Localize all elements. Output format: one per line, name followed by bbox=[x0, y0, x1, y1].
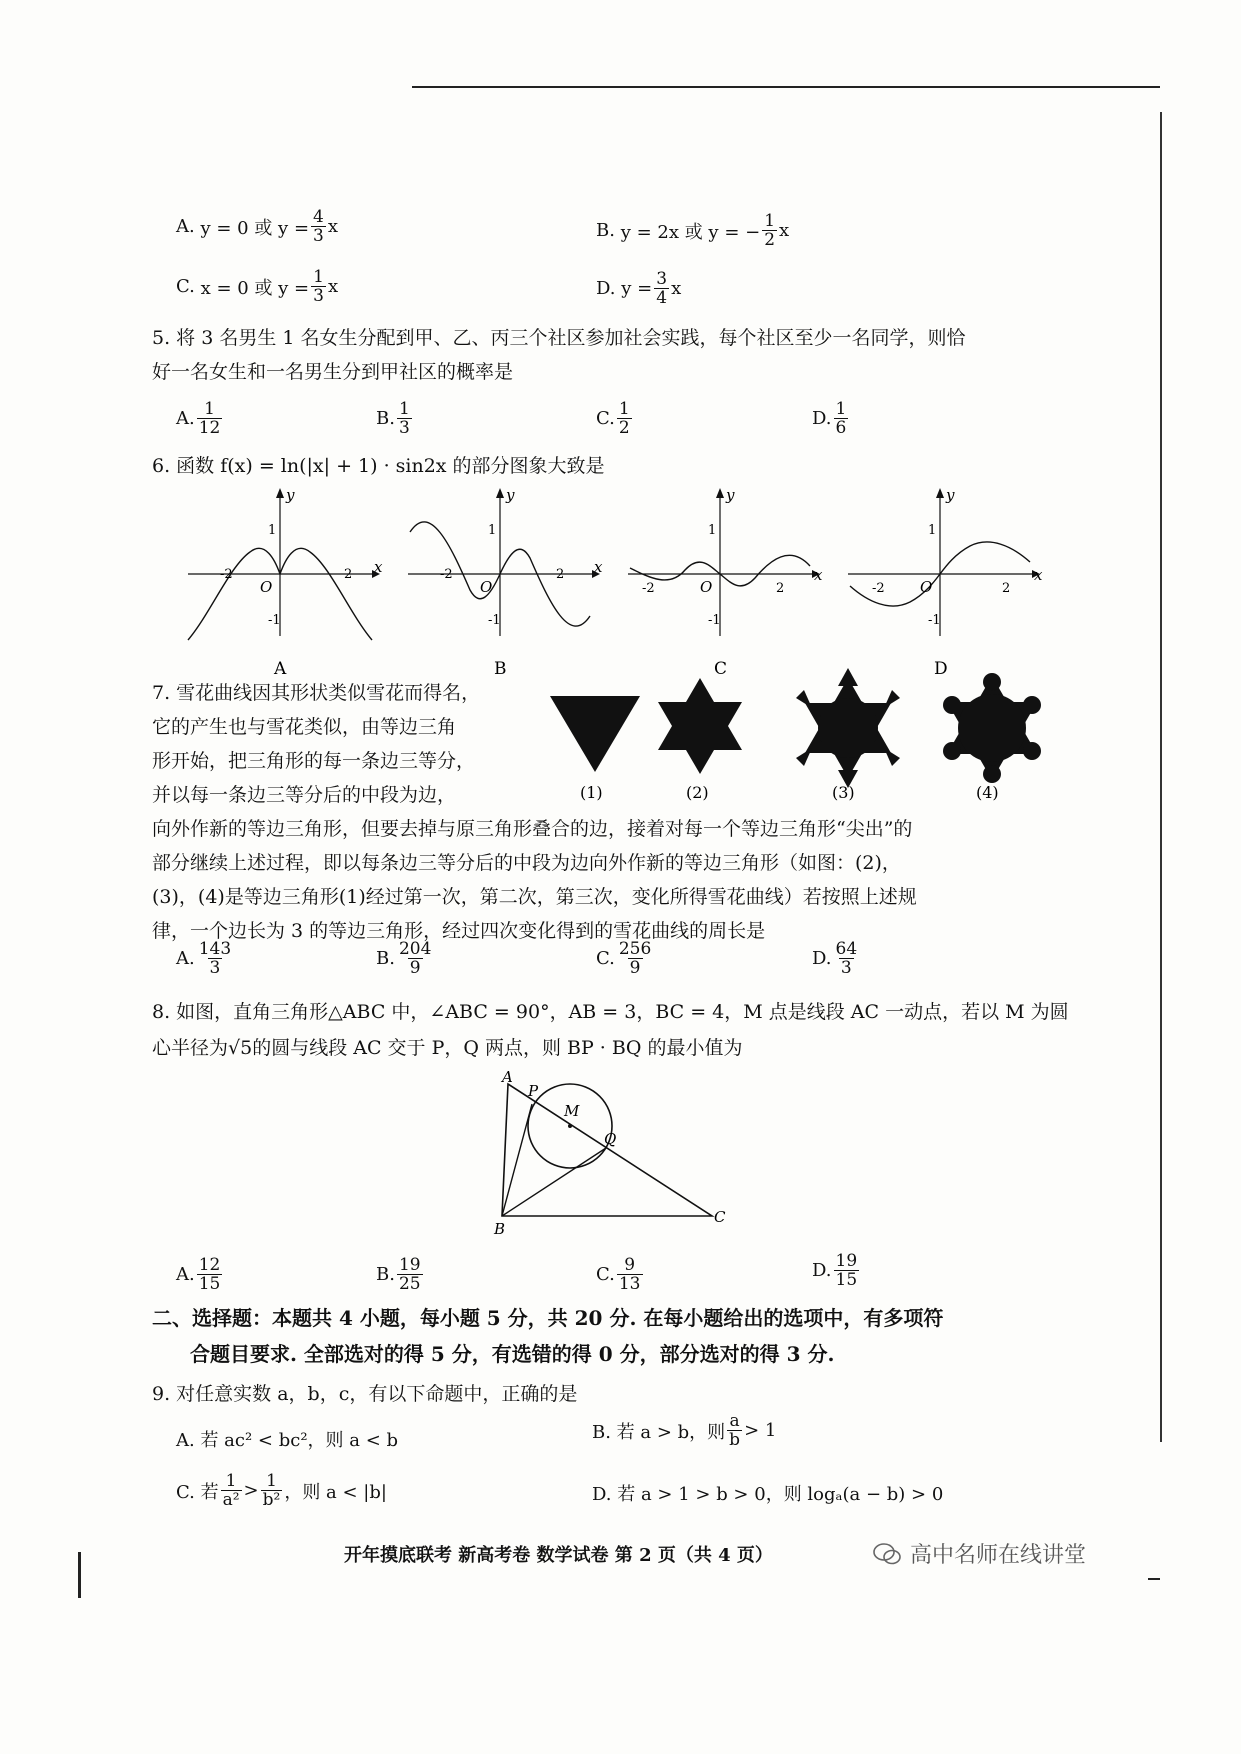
graph-c bbox=[628, 486, 823, 679]
section2-line1: 二、选择题：本题共 4 小题，每小题 5 分，共 20 分. 在每小题给出的选项中，有多项符 bbox=[152, 1306, 944, 1330]
x-label: x bbox=[814, 566, 823, 584]
tick-label: -2 bbox=[220, 567, 233, 582]
q7-option-a: A. $\frac{143}{3}$ bbox=[176, 939, 232, 978]
fraction: $\frac{1}{\text{b²}}$ bbox=[262, 1471, 281, 1510]
q7-option-b: B. $\frac{204}{9}$ bbox=[376, 939, 432, 978]
fraction: $\frac{256}{9}$ bbox=[618, 939, 652, 978]
fraction: $\frac{1}{12}$ bbox=[198, 399, 221, 438]
tick-label: -1 bbox=[268, 613, 281, 628]
watermark-text: 高中名师在线讲堂 bbox=[910, 1543, 1087, 1568]
tick-label: 2 bbox=[556, 567, 565, 582]
q5-line2: 好一名女生和一名男生分到甲社区的概率是 bbox=[152, 361, 514, 383]
q9-stem: 9. 对任意实数 a，b，c，有以下命题中，正确的是 bbox=[152, 1383, 578, 1405]
x-label: x bbox=[1034, 566, 1043, 584]
q4-option-b: B. y = 2x 或 y = − $\frac{1}{2}$ x bbox=[596, 211, 790, 250]
tick-label: -1 bbox=[928, 613, 941, 628]
q9-option-d: D. 若 a > 1 > b > 0，则 logₐ(a − b) > 0 bbox=[592, 1484, 944, 1505]
graph-d bbox=[848, 486, 1043, 679]
fraction: $\frac{1}{6}$ bbox=[835, 399, 847, 438]
tick-label: -2 bbox=[642, 581, 655, 596]
origin-label: O bbox=[920, 578, 933, 596]
x-label: x bbox=[594, 558, 603, 576]
q4-option-c: C. x = 0 或 y = $\frac{1}{3}$ x bbox=[176, 267, 339, 306]
right-rule bbox=[1160, 112, 1162, 1442]
origin-label: O bbox=[700, 578, 713, 596]
figure-label: (4) bbox=[976, 783, 999, 802]
origin-label: O bbox=[480, 578, 493, 596]
star-figure bbox=[658, 678, 742, 774]
q8-option-c: C. $\frac{9}{13}$ bbox=[596, 1255, 641, 1294]
tick-label: 2 bbox=[776, 581, 785, 596]
top-rule bbox=[412, 86, 1160, 88]
q6-graphs bbox=[170, 486, 1043, 679]
fraction: $\frac{19}{25}$ bbox=[398, 1255, 421, 1294]
section2-line2: 合题目要求. 全部选对的得 5 分，有选错的得 0 分，部分选对的得 3 分. bbox=[190, 1342, 835, 1366]
q4-option-a: A. y = 0 或 y = $\frac{4}{3}$ x bbox=[176, 207, 339, 246]
tick-label: -2 bbox=[872, 581, 885, 596]
graph-label: D bbox=[934, 659, 948, 679]
fraction: $\frac{1}{3}$ bbox=[313, 267, 324, 306]
scan-mark bbox=[78, 1552, 81, 1598]
point-a: A bbox=[502, 1068, 513, 1086]
watermark bbox=[872, 1538, 1086, 1569]
q7-option-d: D. $\frac{64}{3}$ bbox=[812, 939, 858, 978]
y-label: y bbox=[506, 486, 515, 504]
x-label: x bbox=[374, 558, 383, 576]
koch-figure-3 bbox=[796, 668, 900, 788]
q5-option-d: D. $\frac{1}{6}$ bbox=[812, 399, 847, 438]
point-q: Q bbox=[604, 1130, 617, 1148]
q6-stem: 6. 函数 f(x) = ln(|x| + 1) · sin2x 的部分图象大致是 bbox=[152, 455, 605, 477]
graph-label: C bbox=[714, 659, 728, 679]
q8-option-b: B. $\frac{19}{25}$ bbox=[376, 1255, 421, 1294]
q4-option-d: D. y = $\frac{3}{4}$ x bbox=[596, 269, 682, 308]
q8-triangle-figure bbox=[480, 1070, 740, 1240]
figure-label: (1) bbox=[580, 783, 603, 802]
scan-dash bbox=[1148, 1578, 1160, 1580]
page-footer: 开年摸底联考 新高考卷 数学试卷 第 2 页（共 4 页） bbox=[344, 1545, 773, 1566]
graph-a bbox=[188, 486, 383, 679]
tick-label: -1 bbox=[708, 613, 721, 628]
graph-label: B bbox=[494, 659, 507, 679]
fraction: $\frac{1}{2}$ bbox=[618, 399, 630, 438]
q9-option-a: A. 若 ac² < bc²，则 a < b bbox=[176, 1430, 399, 1451]
fraction: $\frac{1}{3}$ bbox=[398, 399, 410, 438]
q8-option-d: D. $\frac{19}{15}$ bbox=[812, 1251, 858, 1290]
q5-option-c: C. $\frac{1}{2}$ bbox=[596, 399, 630, 438]
figure-label: (2) bbox=[686, 783, 709, 802]
tick-label: 2 bbox=[1002, 581, 1011, 596]
q5-line1: 5. 将 3 名男生 1 名女生分配到甲、乙、丙三个社区参加社会实践，每个社区至少一名同学，则恰 bbox=[152, 327, 966, 349]
graph-b bbox=[408, 486, 603, 679]
fraction: $\frac{64}{3}$ bbox=[835, 939, 858, 978]
fraction: $\frac{9}{13}$ bbox=[618, 1255, 641, 1294]
q5-option-b: B. $\frac{1}{3}$ bbox=[376, 399, 410, 438]
graph-label: A bbox=[274, 659, 287, 679]
tick-label: 1 bbox=[268, 523, 277, 538]
q7-option-c: C. $\frac{256}{9}$ bbox=[596, 939, 652, 978]
tick-label: 1 bbox=[928, 523, 937, 538]
origin-label: O bbox=[260, 578, 273, 596]
point-p: P bbox=[528, 1082, 539, 1100]
snowflake-figures bbox=[540, 670, 1060, 800]
tick-label: -2 bbox=[440, 567, 453, 582]
y-label: y bbox=[286, 486, 295, 504]
fraction: $\frac{3}{4}$ bbox=[656, 269, 668, 308]
q8-line2: 心半径为√5的圆与线段 AC 交于 P，Q 两点，则 BP · BQ 的最小值为 bbox=[152, 1037, 743, 1059]
fraction: $\frac{1}{\text{a²}}$ bbox=[222, 1471, 240, 1510]
tick-label: -1 bbox=[488, 613, 501, 628]
figure-label: (3) bbox=[832, 783, 855, 802]
q7-body: 7. 雪花曲线因其形状类似雪花而得名， 它的产生也与雪花类似，由等边三角 形开始，把三角形的每一条边三等分， 并以每一条边三等分后的中段为边， 向外作新的等边三角形，但要去掉与原三角形叠合的边，接着对每一个等边三角形“尖出”的 部分继续上述过程，即以每条边三等分后的中段为边向外作新的等边三角形（如图：(2)， (3)，(4)是等边三角形(1)经过第一次，第二次，第三次，变化所得雪花曲线）若按照上述规 律，一个边长为 3 的等边三角形，经过四次变化得到的雪花曲线的周长是 bbox=[152, 682, 917, 942]
point-m: M bbox=[564, 1102, 580, 1120]
tick-label: 1 bbox=[488, 523, 497, 538]
point-b: B bbox=[494, 1220, 506, 1238]
q8-line1: 8. 如图，直角三角形△ABC 中，∠ABC = 90°，AB = 3，BC = 4，M 点是线段 AC 一动点，若以 M 为圆 bbox=[152, 1001, 1069, 1023]
point-c: C bbox=[714, 1208, 726, 1226]
fraction: $\frac{1}{2}$ bbox=[764, 211, 776, 250]
wechat-icon bbox=[872, 1541, 902, 1567]
fraction: $\frac{19}{15}$ bbox=[835, 1251, 858, 1290]
q8-option-a: A. $\frac{12}{15}$ bbox=[176, 1255, 221, 1294]
fraction: $\frac{4}{3}$ bbox=[313, 207, 324, 246]
q9-option-b: B. 若 a > b，则 $\frac{a}{b}$ > 1 bbox=[592, 1411, 777, 1450]
fraction: $\frac{a}{b}$ bbox=[729, 1411, 741, 1450]
y-label: y bbox=[726, 486, 735, 504]
koch-figure-4 bbox=[943, 673, 1041, 783]
q9-option-c: C. 若 $\frac{1}{\text{a²}}$ > $\frac{1}{\text{b²}}$ ，则 a < |b| bbox=[176, 1471, 387, 1510]
fraction: $\frac{204}{9}$ bbox=[398, 939, 432, 978]
triangle-figure bbox=[550, 696, 640, 772]
y-label: y bbox=[946, 486, 955, 504]
tick-label: 2 bbox=[344, 567, 353, 582]
fraction: $\frac{12}{15}$ bbox=[198, 1255, 221, 1294]
tick-label: 1 bbox=[708, 523, 717, 538]
q5-option-a: A. $\frac{1}{12}$ bbox=[176, 399, 221, 438]
fraction: $\frac{143}{3}$ bbox=[198, 939, 232, 978]
